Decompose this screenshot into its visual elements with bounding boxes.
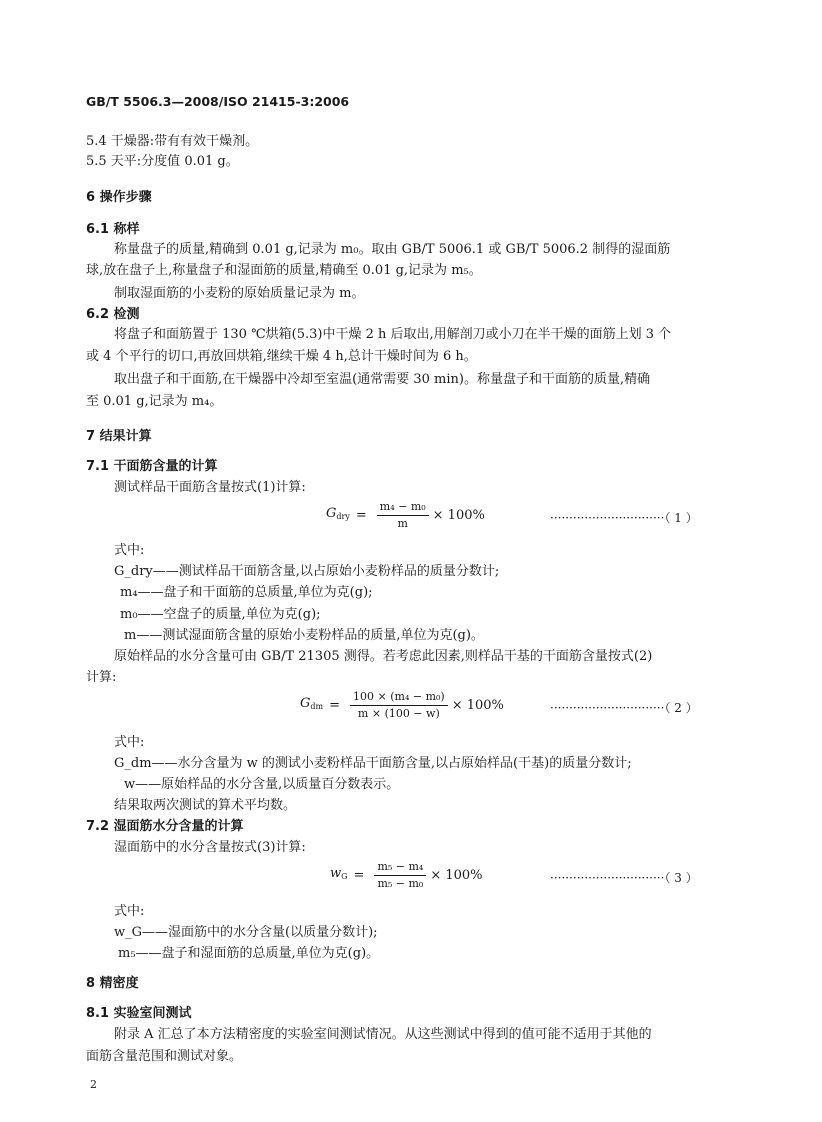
def-gdm: G_dm——水分含量为 w 的测试小麦粉样品干面筋含量,以占原始样品(干基)的质量分数计;: [114, 756, 632, 771]
def-m5: m₅——盘子和湿面筋的总质量,单位为克(g)。: [118, 946, 380, 961]
heading-7-1: 7.1 干面筋含量的计算: [86, 459, 218, 474]
formula-3-number: （ 3 ）: [664, 871, 698, 885]
para-8-1-a: 附录 A 汇总了本方法精密度的实验室间测试情况。从这些测试中得到的值可能不适用于其他的: [114, 1027, 652, 1042]
formula-1-numerator: m₄ − m₀: [377, 500, 429, 516]
page-header: GB/T 5506.3—2008/ISO 21415-3:2006: [86, 94, 350, 109]
heading-6: 6 操作步骤: [86, 190, 152, 205]
heading-7: 7 结果计算: [86, 429, 152, 444]
page-number: 2: [90, 1078, 97, 1091]
para-6-2-b: 或 4 个平行的切口,再放回烘箱,继续干燥 4 h,总计干燥时间为 6 h。: [86, 349, 477, 364]
para-7-1-a: 测试样品干面筋含量按式(1)计算:: [114, 480, 306, 495]
para-6-1-b: 球,放在盘子上,称量盘子和湿面筋的质量,精确至 0.01 g,记录为 m₅。: [86, 263, 482, 278]
para-6-1-c: 制取湿面筋的小麦粉的原始质量记录为 m。: [114, 286, 365, 301]
formula-1: $G_{dry}$ = $\frac{\text{m₄ − m₀}}{m}$ × 100%: [326, 500, 485, 530]
formula-2-denominator: m × (100 − w): [357, 707, 440, 720]
formula-1-leader: ······························（ 1 ）: [550, 511, 698, 525]
formula-2-leader: ······························（ 2 ）: [550, 701, 698, 715]
para-7-2-a: 湿面筋中的水分含量按式(3)计算:: [114, 840, 306, 855]
def-m: m——测试湿面筋含量的原始小麦粉样品的质量,单位为克(g)。: [124, 628, 484, 643]
def-m4: m₄——盘子和干面筋的总质量,单位为克(g);: [120, 585, 373, 600]
para-7-1-b: 原始样品的水分含量可由 GB/T 21305 测得。若考虑此因素,则样品干基的干面筋含量按式(2): [114, 649, 653, 664]
where-3: 式中:: [114, 904, 145, 919]
formula-3-leader: ······························（ 3 ）: [550, 871, 698, 885]
para-7-1-d: 结果取两次测试的算术平均数。: [114, 798, 297, 813]
heading-6-1: 6.1 称样: [86, 222, 140, 237]
heading-6-2: 6.2 检测: [86, 307, 140, 322]
formula-3-denominator: m₅ − m₀: [377, 877, 424, 890]
heading-8: 8 精密度: [86, 976, 139, 991]
where-2: 式中:: [114, 735, 145, 750]
where-1: 式中:: [114, 543, 145, 558]
def-m0: m₀——空盘子的质量,单位为克(g);: [120, 607, 321, 622]
formula-3-numerator: m₅ − m₄: [374, 860, 426, 876]
clause-5-4: 5.4 干燥器:带有有效干燥剂。: [86, 134, 259, 149]
def-gdry: G_dry——测试样品干面筋含量,以占原始小麦粉样品的质量分数计;: [114, 564, 500, 579]
formula-1-number: （ 1 ）: [664, 511, 698, 525]
clause-5-5: 5.5 天平:分度值 0.01 g。: [86, 154, 239, 169]
def-wg: w_G——湿面筋中的水分含量(以质量分数计);: [114, 925, 378, 940]
para-7-1-c: 计算:: [86, 670, 117, 685]
heading-8-1: 8.1 实验室间测试: [86, 1006, 192, 1021]
def-w: w——原始样品的水分含量,以质量百分数表示。: [124, 777, 400, 792]
para-6-1-a: 称量盘子的质量,精确到 0.01 g,记录为 m₀。取由 GB/T 5006.1 或 GB/T 5006.2 制得的湿面筋: [114, 242, 671, 257]
para-6-2-a: 将盘子和面筋置于 130 ℃烘箱(5.3)中干燥 2 h 后取出,用解剖刀或小刀在半干燥的面筋上划 3 个: [114, 327, 672, 342]
formula-1-denominator: m: [397, 517, 408, 530]
para-6-2-c: 取出盘子和干面筋,在干燥器中冷却至室温(通常需要 30 min)。称量盘子和干面筋的质量,精确: [114, 372, 651, 387]
heading-7-2: 7.2 湿面筋水分含量的计算: [86, 819, 244, 834]
formula-2-numerator: 100 × (m₄ − m₀): [350, 690, 448, 706]
para-8-1-b: 面筋含量范围和测试对象。: [86, 1049, 243, 1064]
para-6-2-d: 至 0.01 g,记录为 m₄。: [86, 394, 223, 409]
formula-2-number: （ 2 ）: [664, 701, 698, 715]
formula-2: $G_{dm}$ = $\frac{\text{100 × (m₄ − m₀)}}{m \times (100 - w)}$ × 100%: [300, 690, 504, 720]
formula-3: $w_G$ = $\frac{\text{m₅ − m₄}}{\text{m₅ − m₀}}$ × 100%: [330, 860, 483, 890]
